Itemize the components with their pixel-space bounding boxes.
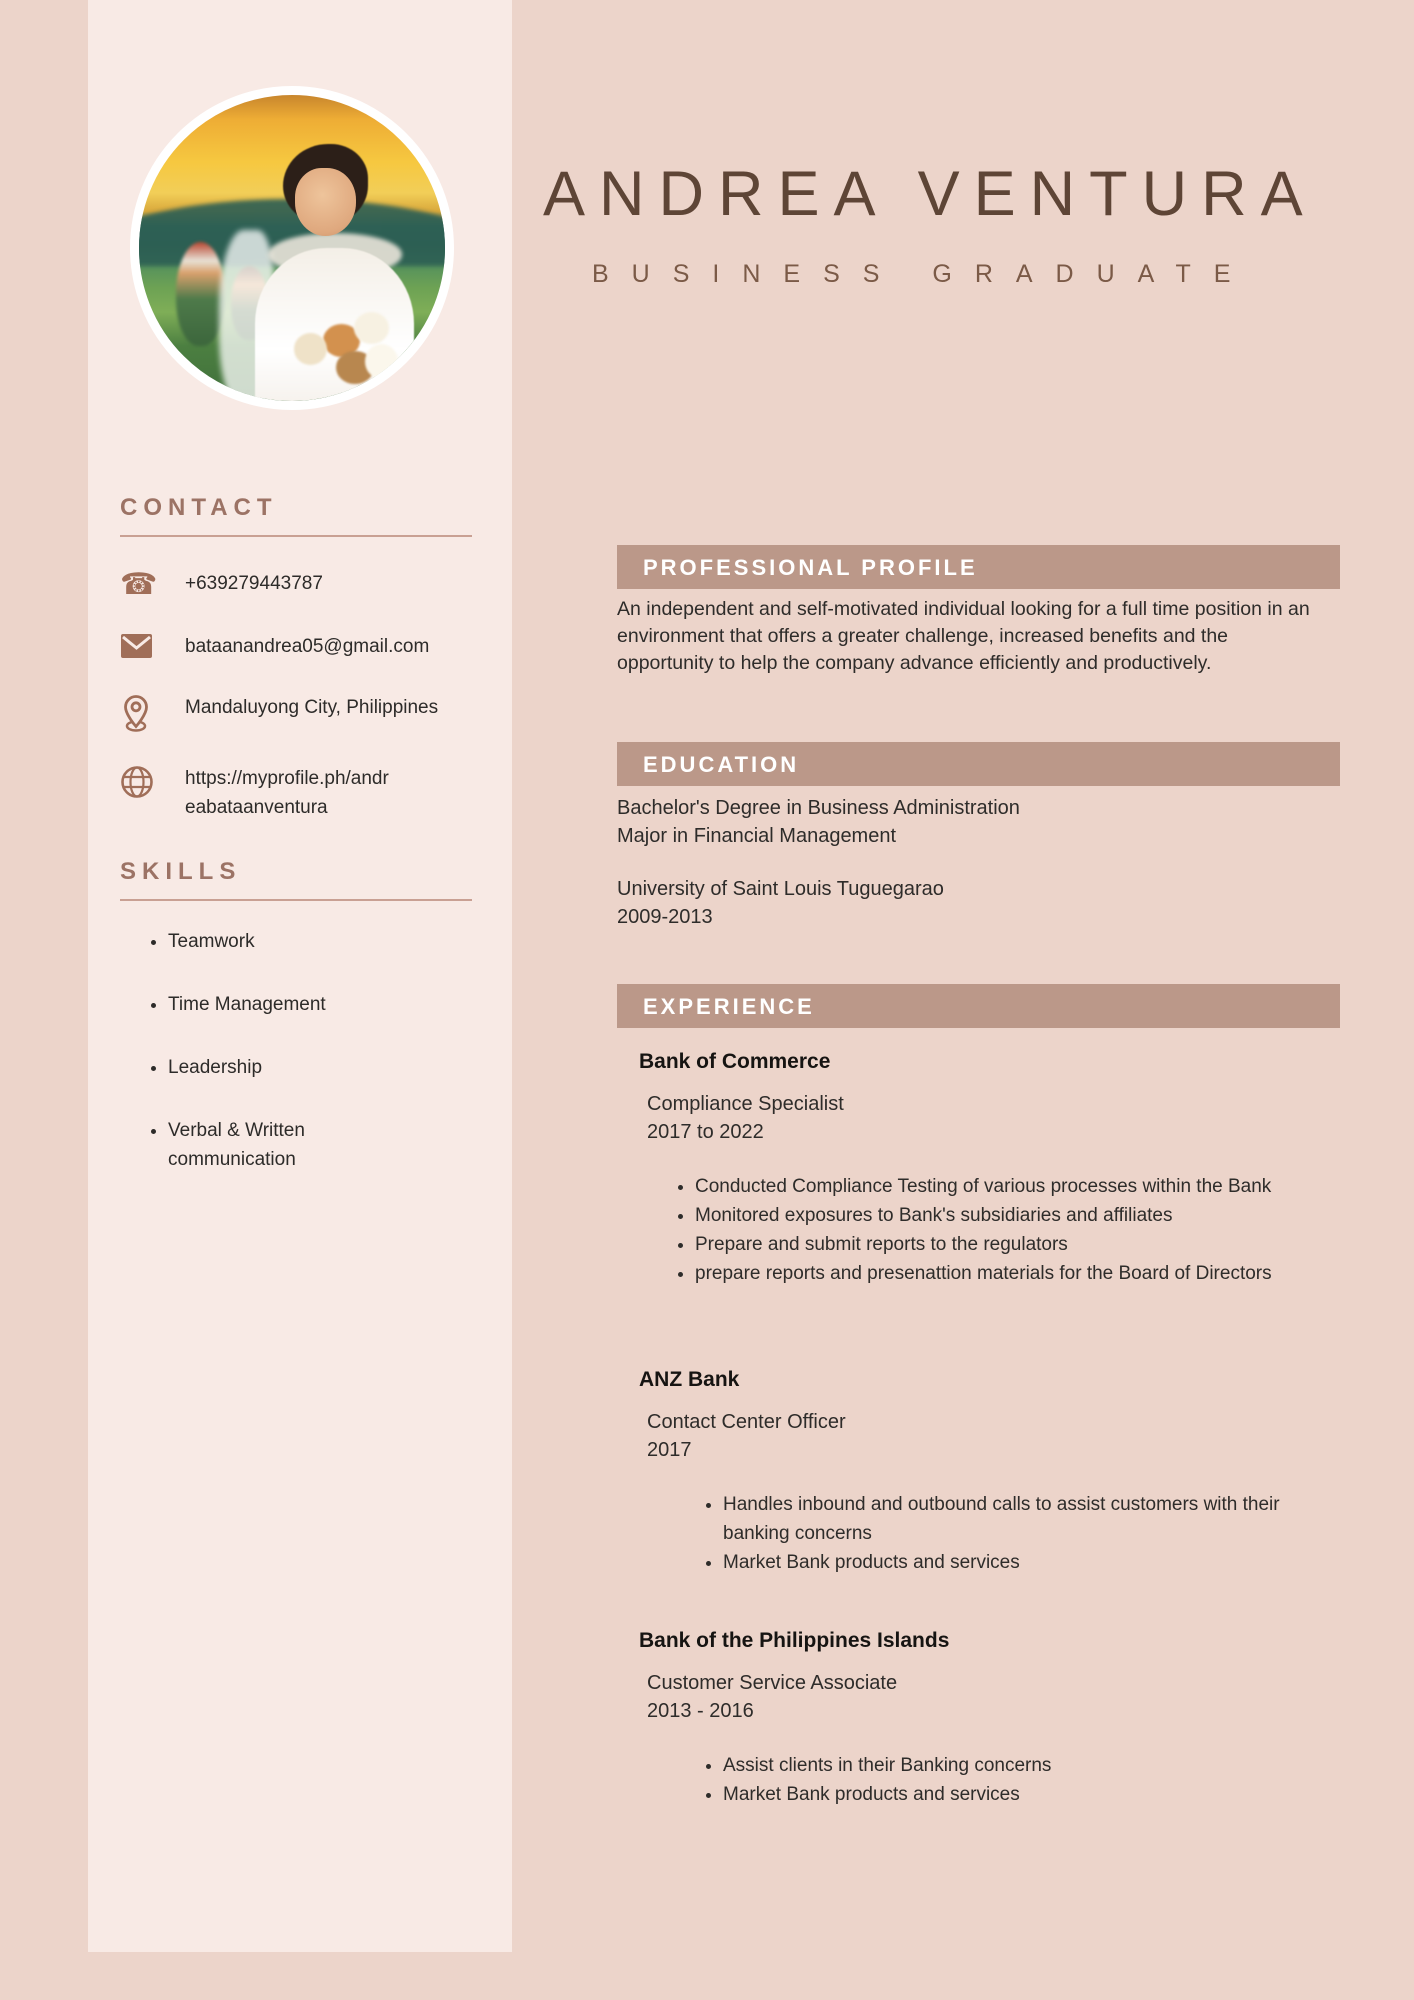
job-entry: [617, 1050, 1340, 1288]
email-icon: [120, 632, 185, 659]
job-role: Compliance Specialist: [647, 1093, 844, 1115]
skill-item: • Leadership: [168, 1053, 418, 1082]
experience-block: [617, 1040, 1340, 1809]
contact-phone-text: +639279443787: [185, 573, 323, 594]
photo-bouquet: [292, 309, 402, 389]
skill-item: • Verbal & Written communication: [168, 1116, 418, 1174]
contact-item-website: [120, 764, 472, 822]
job-role-period: [647, 1669, 1340, 1725]
job-duty: • prepare reports and presenattion materials for the Board of Directors: [695, 1259, 1303, 1288]
job-company: Bank of the Philippines Islands: [639, 1629, 950, 1652]
person-title: BUSINESS GRADUATE: [592, 260, 1254, 288]
job-period: 2017 to 2022: [647, 1121, 764, 1143]
job-role-period: [647, 1408, 1340, 1464]
profile-summary: An independent and self-motivated individual looking for a full time position in an environment that offers a greater challenge, increased benefits and the opportunity to help the company advance efficiently and productively.: [617, 598, 1310, 674]
job-period: 2017: [647, 1439, 692, 1461]
experience-section-banner: EXPERIENCE: [617, 984, 1340, 1028]
profile-section-banner: PROFESSIONAL PROFILE: [617, 545, 1340, 589]
skills-list: [120, 927, 472, 1174]
job-duty: • Prepare and submit reports to the regulators: [695, 1230, 1303, 1259]
education-school: [617, 875, 1329, 931]
job-duties: [617, 1490, 1343, 1577]
major-line: Major in Financial Management: [617, 825, 897, 847]
location-icon: [120, 693, 185, 732]
contact-section: [120, 494, 472, 822]
sidebar: [88, 0, 512, 1952]
contact-item-location: [120, 693, 472, 732]
phone-icon: ☎: [120, 567, 158, 602]
school-line: University of Saint Louis Tuguegarao: [617, 878, 944, 900]
job-period: 2013 - 2016: [647, 1700, 754, 1722]
job-duty: • Market Bank products and services: [723, 1780, 1343, 1809]
job-role: Contact Center Officer: [647, 1411, 846, 1433]
person-name: ANDREA VENTURA: [543, 159, 1317, 229]
contact-website-text: https://myprofile.ph/andreabataanventura: [185, 768, 389, 818]
skills-section: [120, 858, 472, 1208]
education-section-banner: EDUCATION: [617, 742, 1340, 786]
job-duties: [617, 1172, 1303, 1288]
contact-email-text: bataanandrea05@gmail.com: [185, 636, 430, 657]
education-block: [617, 794, 1329, 931]
job-duty: • Market Bank products and services: [723, 1548, 1343, 1577]
globe-icon: [120, 764, 185, 799]
contact-item-email: [120, 632, 472, 661]
skill-item: • Teamwork: [168, 927, 418, 956]
job-company: Bank of Commerce: [639, 1050, 831, 1073]
job-duties: [617, 1751, 1343, 1809]
skills-heading: SKILLS: [120, 858, 472, 901]
skill-item: • Time Management: [168, 990, 418, 1019]
photo-bride-face: [295, 168, 356, 235]
contact-heading: CONTACT: [120, 494, 472, 537]
job-role-period: [647, 1090, 1340, 1146]
job-duty: • Monitored exposures to Bank's subsidiaries and affiliates: [695, 1201, 1303, 1230]
contact-location-text: Mandaluyong City, Philippines: [185, 697, 439, 718]
photo-background-figure: [176, 242, 225, 346]
job-entry: [617, 1629, 1340, 1809]
job-role: Customer Service Associate: [647, 1672, 898, 1694]
job-duty: • Conducted Compliance Testing of various processes within the Bank: [695, 1172, 1303, 1201]
job-duty: • Assist clients in their Banking concerns: [723, 1751, 1343, 1780]
job-company: ANZ Bank: [639, 1368, 740, 1391]
job-entry: [617, 1368, 1340, 1577]
years-line: 2009-2013: [617, 906, 713, 928]
contact-item-phone: [120, 569, 472, 600]
job-duty: • Handles inbound and outbound calls to assist customers with their banking concerns: [723, 1490, 1343, 1548]
profile-photo: [130, 86, 454, 410]
education-degree: [617, 794, 1329, 850]
degree-line: Bachelor's Degree in Business Administration: [617, 797, 1020, 819]
